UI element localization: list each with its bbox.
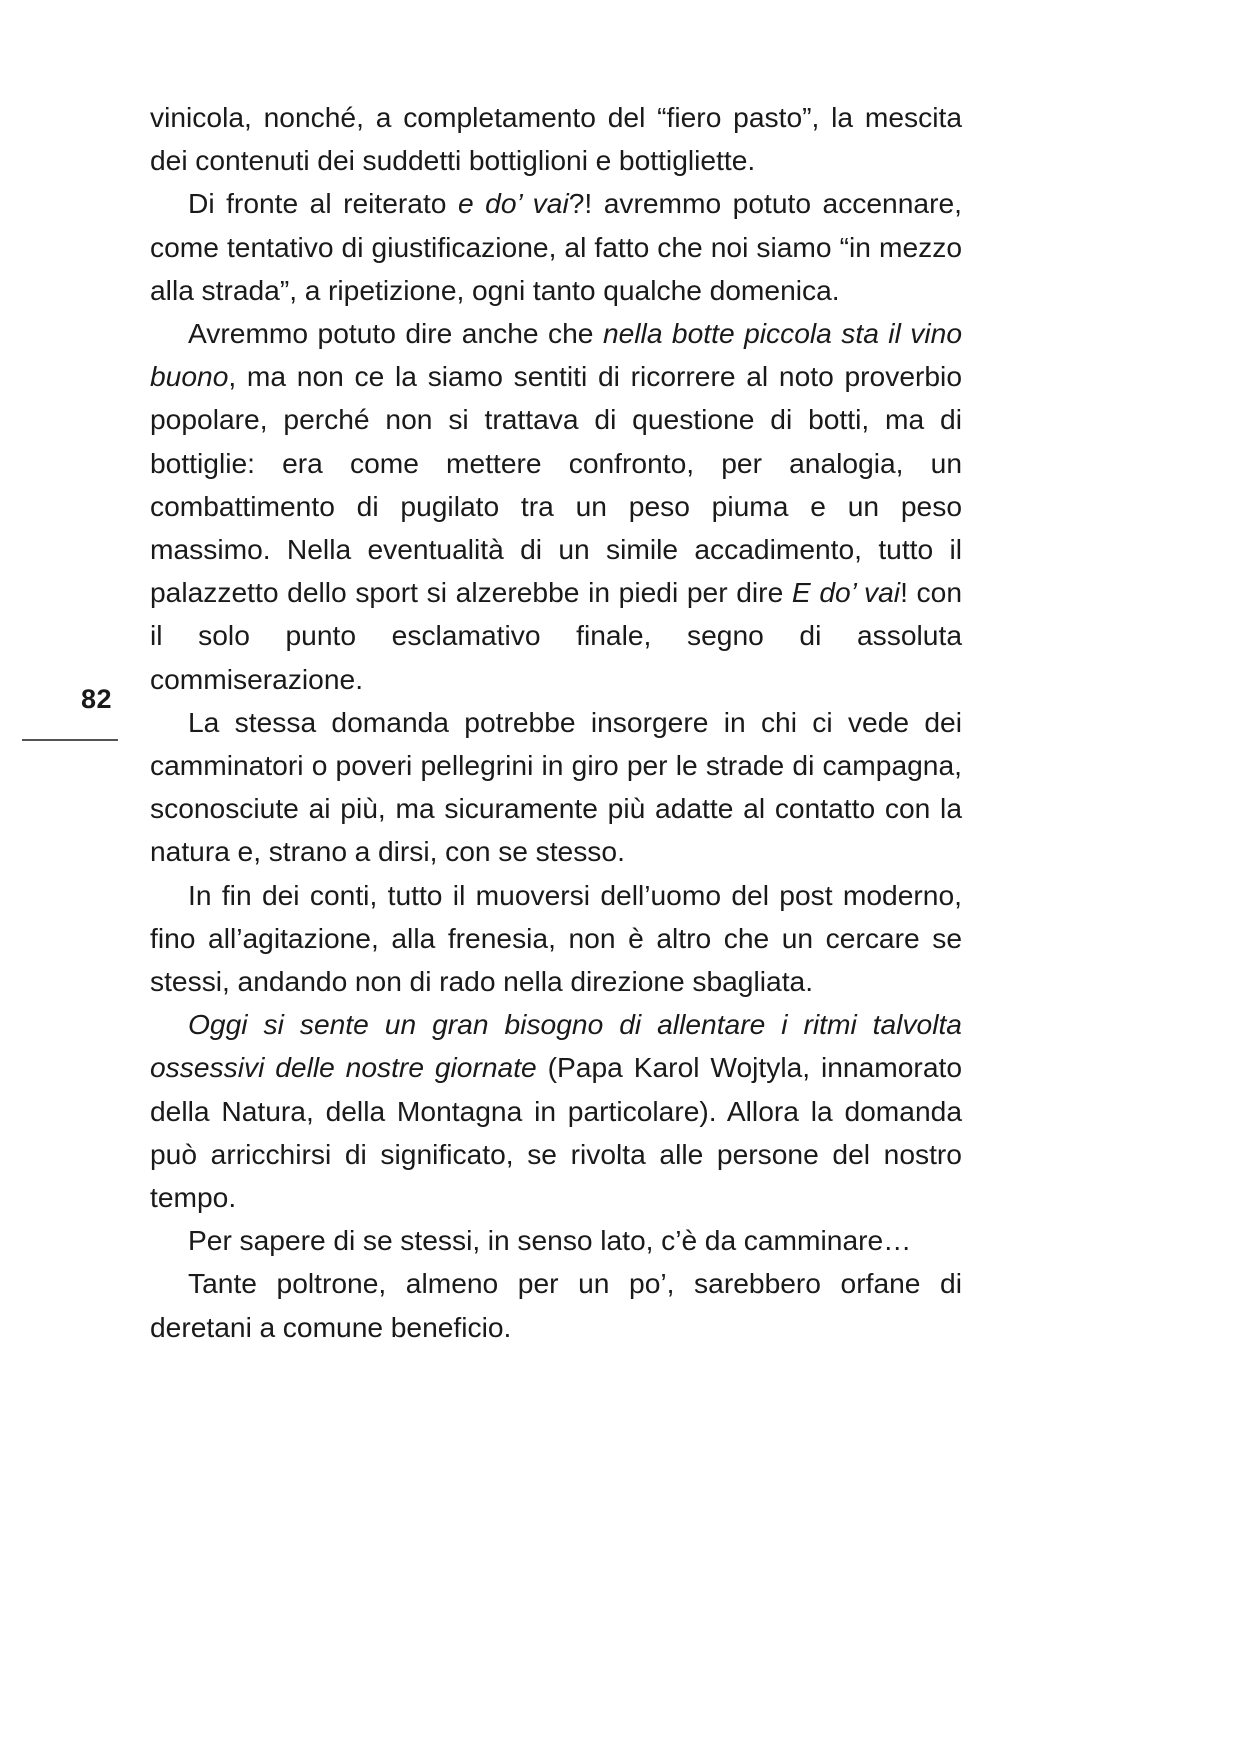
text-run: La stessa domanda potrebbe insorgere in chi ci vede dei camminatori o poveri pellegrini in giro per le strade di campagna, sconosciute ai più, ma sicuramente più adatte al contatto con la natura e, strano a dirsi, con se stesso. [150,705,962,868]
text-run: Avremmo potuto dire anche che [188,317,603,350]
text-run: (Papa Karol Wojtyla, innamorato della Natura, della Montagna in particolare). Allora la domanda può arricchirsi di significato, se rivolta alle persone del nostro tempo. [150,1051,963,1214]
emphasis-run: e do’ vai [457,187,569,220]
paragraph [150,701,962,874]
paragraph [150,1003,962,1219]
folio-block [0,686,118,741]
paragraph [150,1262,962,1348]
text-run: Di fronte al reiterato [188,187,458,220]
paragraph [150,182,962,312]
text-run: Per sapere di se stessi, in senso lato, c’è da camminare… [188,1224,912,1257]
emphasis-run: E do’ vai [791,576,901,609]
emphasis-run: nella botte piccola sta il vino buono [150,317,962,393]
page-number: 82 [80,684,112,714]
body-text-column [150,96,962,1349]
text-run: ?! avremmo potuto accennare, come tentativo di giustificazione, al fatto che noi siamo “in mezzo alla strada”, a ripetizione, ogni tanto qualche domenica. [150,187,962,306]
text-run: ! con il solo punto esclamativo finale, segno di assoluta commiserazione. [150,576,962,695]
paragraph [150,96,962,182]
text-run: vinicola, nonché, a completamento del “fiero pasto”, la mescita dei contenuti dei suddetti bottiglioni e bottigliette. [150,101,962,177]
text-run: Tante poltrone, almeno per un po’, sarebbero orfane di deretani a comune beneficio. [150,1267,962,1343]
paragraph [150,312,962,701]
text-run: , ma non ce la siamo sentiti di ricorrere al noto proverbio popolare, perché non si trattava di questione di botti, ma di bottiglie: era come mettere confronto, per analogia, un combattimento di pugilato tra un peso piuma e un peso massimo. Nella eventualità di un simile accadimento, tutto il palazzetto dello sport si alzerebbe in piedi per dire [150,360,962,609]
paragraph [150,874,962,1004]
folio-divider-rule [22,739,118,741]
emphasis-run: Oggi si sente un gran bisogno di allentare i ritmi talvolta ossessivi delle nostre giornate [150,1008,962,1084]
text-run: In fin dei conti, tutto il muoversi dell’uomo del post moderno, fino all’agitazione, alla frenesia, non è altro che un cercare se stessi, andando non di rado nella direzione sbagliata. [150,878,962,998]
paragraph [150,1219,962,1262]
